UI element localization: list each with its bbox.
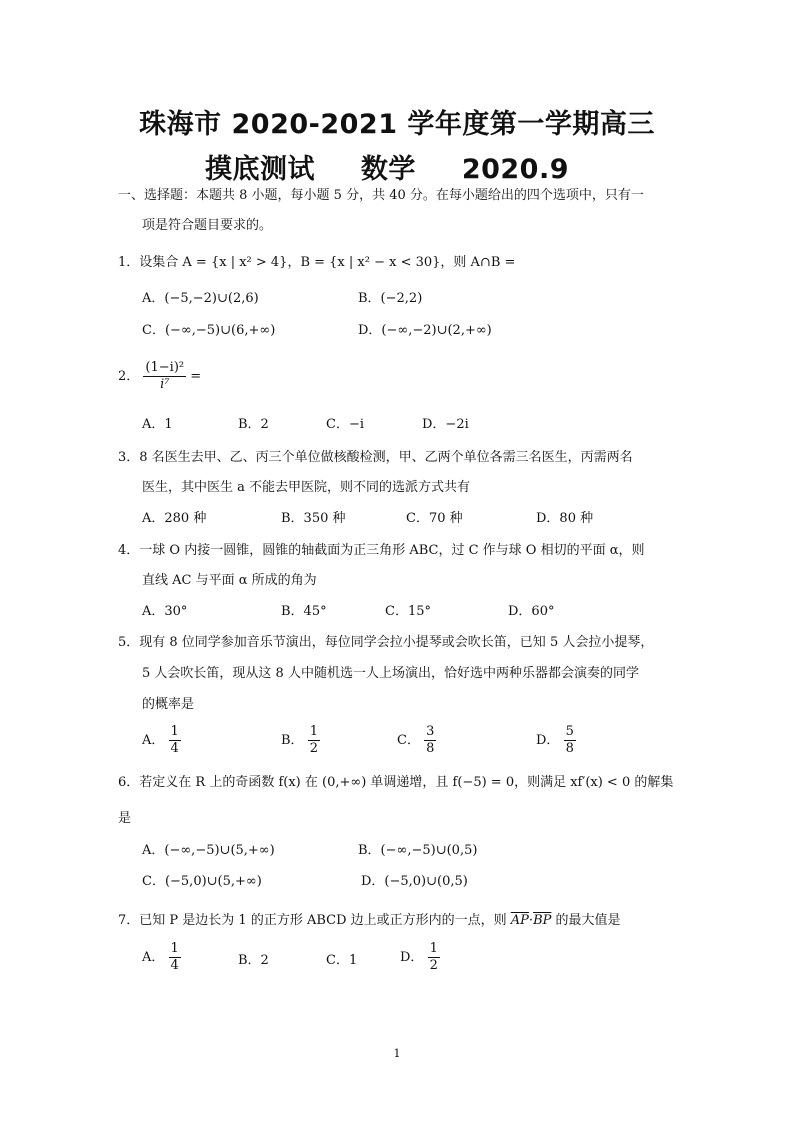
- exam-date: 2020.9: [461, 154, 570, 185]
- q5-option-b: [281, 724, 320, 757]
- q5-option-a-label: A．: [142, 733, 165, 748]
- q7-option-d-numerator: 1: [429, 941, 438, 956]
- q3-option-b: B．350 种: [281, 511, 346, 526]
- q7-option-c: C．1: [326, 953, 358, 968]
- q5-option-a: [142, 724, 181, 757]
- question-7-text-end: 的最大值是: [551, 913, 621, 928]
- q5-option-b-label: B．: [281, 733, 304, 748]
- q4-option-d: D．60°: [508, 604, 555, 619]
- question-4-line1: 4．一球 O 内接一圆锥，圆锥的轴截面为正三角形 ABC，过 C 作与球 O 相切的平面 α，则: [118, 543, 645, 558]
- question-6-line2: 是: [118, 811, 132, 826]
- q2-option-d: D．−2i: [422, 417, 469, 432]
- section-instructions-line2: 项是符合题目要求的。: [142, 218, 273, 233]
- q5-option-d: [536, 724, 576, 757]
- question-2: [118, 360, 201, 393]
- question-5-line1: 5．现有 8 位同学参加音乐节演出，每位同学会拉小提琴或会吹长笛，已知 5 人会拉小提琴，: [118, 635, 654, 650]
- q7-option-a-fraction: [169, 941, 181, 974]
- q1-option-a: A．(−5,−2)∪(2,6): [142, 291, 259, 306]
- question-5-line2: 5 人会吹长笛，现从这 8 人中随机选一人上场演出，恰好选中两种乐器都会演奏的同学: [142, 666, 639, 681]
- question-2-fraction: [143, 360, 186, 393]
- exam-title-line1: 珠海市 2020-2021 学年度第一学期高三: [139, 109, 655, 140]
- q7-option-a: [142, 941, 181, 974]
- q2-option-b: B．2: [238, 417, 269, 432]
- question-6-line1: 6．若定义在 R 上的奇函数 f(x) 在 (0,+∞) 单调递增，且 f(−5) = 0，则满足 xf′(x) < 0 的解集: [118, 775, 674, 790]
- q5-option-c-numerator: 3: [426, 724, 435, 739]
- question-1: [118, 254, 515, 272]
- q5-option-c-label: C．: [397, 733, 420, 748]
- q6-option-b: B．(−∞,−5)∪(0,5): [358, 843, 478, 858]
- q5-option-c: [397, 724, 436, 757]
- section-instructions-line1: 一、选择题：本题共 8 小题，每小题 5 分，共 40 分。在每小题给出的四个选项中，只有一: [118, 188, 644, 203]
- q5-option-c-denominator: 8: [426, 741, 435, 756]
- q5-option-d-label: D．: [536, 733, 560, 748]
- vector-bp: $\overline{BP}$: [533, 913, 552, 928]
- q7-option-d: [400, 941, 440, 974]
- q7-option-a-numerator: 1: [170, 941, 179, 956]
- q3-option-a: A．280 种: [142, 511, 207, 526]
- q4-option-a: A．30°: [142, 604, 188, 619]
- q5-option-d-fraction: [564, 724, 576, 757]
- question-7: [118, 912, 621, 930]
- q5-option-a-numerator: 1: [170, 724, 179, 739]
- q5-option-a-denominator: 4: [170, 741, 179, 756]
- q7-option-d-label: D．: [400, 950, 424, 965]
- question-7-text-start: 7．已知 P 是边长为 1 的正方形 ABCD 边上或正方形内的一点，则: [118, 913, 511, 928]
- q6-option-d: D．(−5,0)∪(0,5): [361, 874, 468, 889]
- exam-title-line2: [205, 147, 605, 186]
- exam-subject: 数学: [360, 154, 416, 185]
- q4-option-b: B．45°: [281, 604, 327, 619]
- question-1-text: 设集合 A = {x | x² > 4}，B = {x | x² − x < 30}，则 A∩B =: [139, 255, 516, 270]
- question-2-denominator: i⁷: [160, 377, 170, 392]
- q6-option-a: A．(−∞,−5)∪(5,+∞): [142, 843, 275, 858]
- q4-option-c: C．15°: [385, 604, 431, 619]
- question-2-numerator: (1−i)²: [145, 360, 185, 375]
- q3-option-c: C．70 种: [406, 511, 463, 526]
- q3-option-d: D．80 种: [536, 511, 594, 526]
- vector-ap: $\overline{AP}$: [510, 913, 529, 928]
- question-2-equals: =: [190, 369, 202, 384]
- q1-option-c: C．(−∞,−5)∪(6,+∞): [142, 323, 276, 338]
- question-3-line1: 3．8 名医生去甲、乙、丙三个单位做核酸检测，甲、乙两个单位各需三名医生，丙需两名: [118, 450, 633, 465]
- q5-option-c-fraction: [424, 724, 436, 757]
- q2-option-c: C．−i: [326, 417, 364, 432]
- q1-option-b: B．(−2,2): [358, 291, 423, 306]
- q5-option-d-denominator: 8: [565, 741, 574, 756]
- q5-option-b-numerator: 1: [309, 724, 318, 739]
- question-1-number: 1．: [118, 255, 140, 270]
- exam-subtitle-test: 摸底测试: [205, 154, 315, 185]
- q5-option-a-fraction: [169, 724, 181, 757]
- question-5-line3: 的概率是: [142, 697, 195, 712]
- q7-option-d-fraction: [428, 941, 440, 974]
- q7-option-a-denominator: 4: [170, 958, 179, 973]
- q7-option-d-denominator: 2: [429, 958, 438, 973]
- question-4-line2: 直线 AC 与平面 α 所成的角为: [142, 573, 317, 588]
- q6-option-c: C．(−5,0)∪(5,+∞): [142, 874, 262, 889]
- q2-option-a: A．1: [142, 417, 173, 432]
- q7-option-b: B．2: [238, 953, 269, 968]
- q7-option-a-label: A．: [142, 950, 165, 965]
- q5-option-b-fraction: [308, 724, 320, 757]
- page-number: 1: [393, 1047, 401, 1060]
- q5-option-d-numerator: 5: [565, 724, 574, 739]
- dot-product-symbol: ·: [528, 913, 534, 928]
- question-3-line2: 医生，其中医生 a 不能去甲医院，则不同的选派方式共有: [142, 480, 471, 495]
- q5-option-b-denominator: 2: [309, 741, 318, 756]
- q1-option-d: D．(−∞,−2)∪(2,+∞): [358, 323, 492, 338]
- question-2-number: 2．: [118, 369, 140, 384]
